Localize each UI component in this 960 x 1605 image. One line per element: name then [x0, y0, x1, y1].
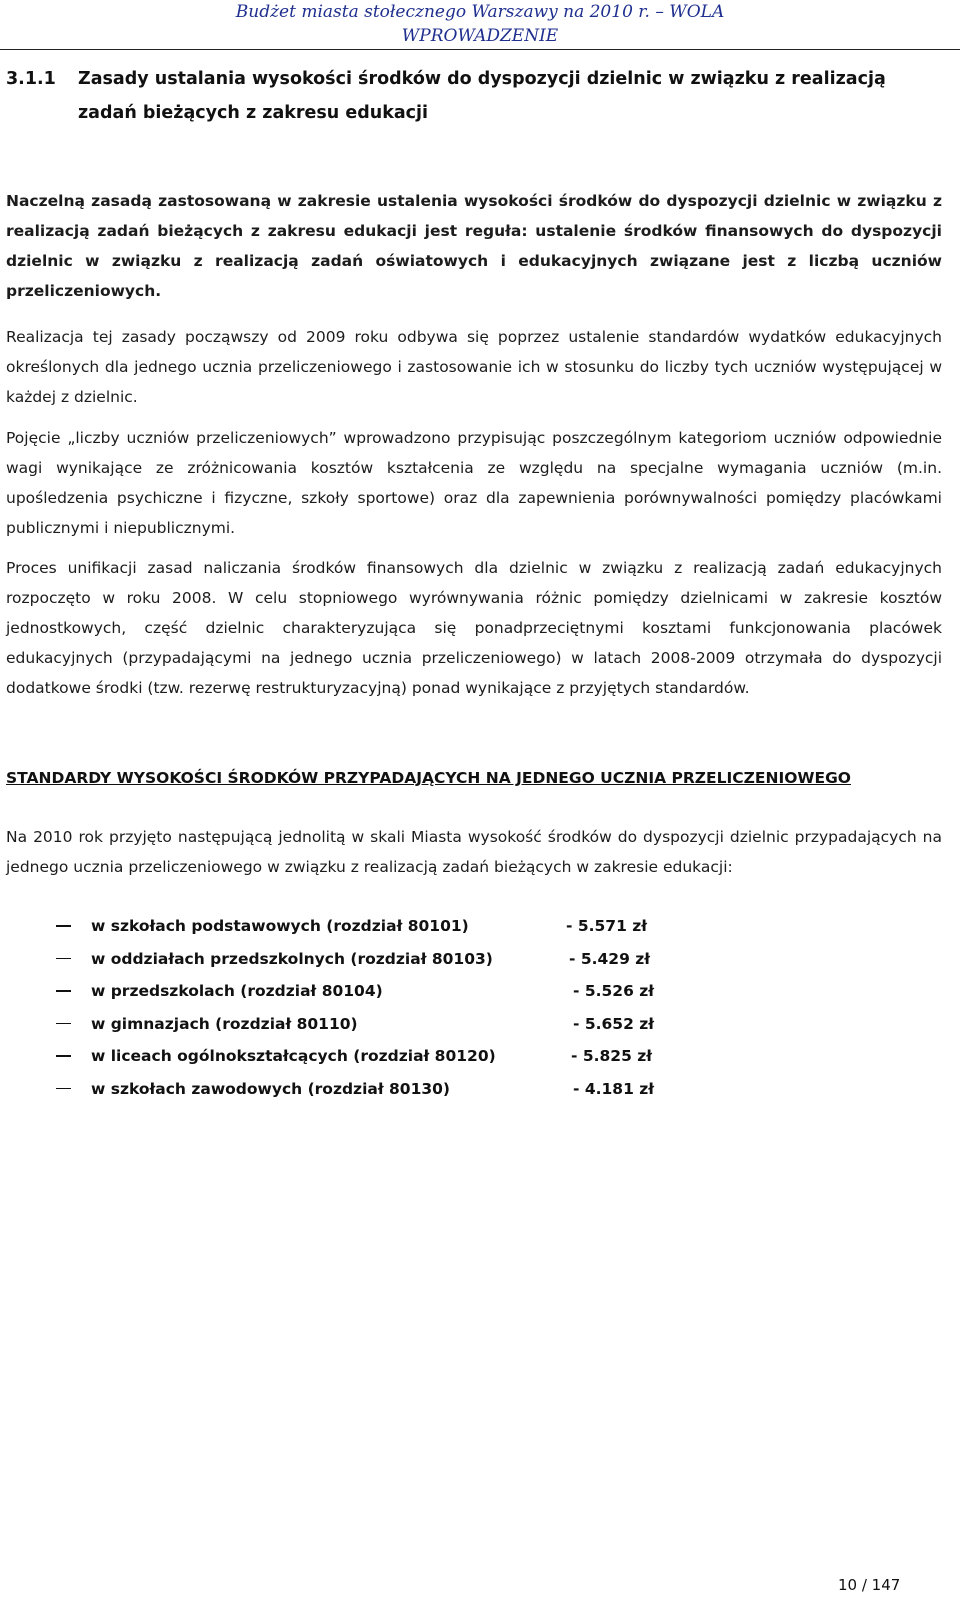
header-title: Budżet miasta stołecznego Warszawy na 2010 r. – WOLA [235, 2, 725, 22]
list-item-label: w przedszkolach (rozdział 80104) [91, 982, 383, 1000]
list-item [6, 1012, 706, 1045]
header-subtitle: WPROWADZENIE [401, 26, 559, 46]
list-item [6, 979, 706, 1012]
dash-bullet-icon [56, 958, 71, 960]
section-title-line2: zadań bieżących z zakresu edukacji [78, 103, 429, 123]
list-item-amount: - 4.181 zł [573, 1079, 655, 1098]
list-item [6, 914, 706, 947]
standards-heading: STANDARDY WYSOKOŚCI ŚRODKÓW PRZYPADAJĄCYCH NA JEDNEGO UCZNIA PRZELICZENIOWEGO [6, 769, 851, 787]
paragraph-definition: Pojęcie „liczby uczniów przeliczeniowych” wprowadzono przypisując poszczególnym kategoriom uczniów odpowiednie wagi wynikające ze zróżnicowania kosztów kształcenia ze względu na specjalne wymagania uczniów (m.in. upośledzenia psychiczne i fizyczne, szkoły sportowe) oraz dla zapewnienia porównywalności pomiędzy placówkami publicznymi i niepublicznymi. [6, 429, 942, 537]
dash-bullet-icon [56, 1055, 71, 1057]
section-title-line1: Zasady ustalania wysokości środków do dyspozycji dzielnic w związku z realizacją [78, 69, 886, 89]
list-item [6, 947, 706, 980]
list-item-amount: - 5.429 zł [569, 949, 651, 968]
list-item-label: w oddziałach przedszkolnych (rozdział 80103) [91, 949, 493, 968]
list-item [6, 1044, 706, 1077]
standards-list [6, 914, 706, 1109]
running-header [130, 0, 830, 48]
list-item-label: w liceach ogólnokształcących (rozdział 80120) [91, 1047, 496, 1065]
list-item-label: w szkołach podstawowych (rozdział 80101) [91, 917, 469, 935]
paragraph-implementation: Realizacja tej zasady począwszy od 2009 roku odbywa się poprzez ustalenie standardów wydatków edukacyjnych określonych dla jednego ucznia przeliczeniowego i zastosowanie ich w stosunku do liczby tych uczniów występującej w każdej z dzielnic. [6, 328, 942, 406]
dash-bullet-icon [56, 925, 71, 927]
list-item-label: w szkołach zawodowych (rozdział 80130) [91, 1079, 451, 1098]
list-item-amount: - 5.652 zł [573, 1014, 655, 1033]
list-item-label: w gimnazjach (rozdział 80110) [91, 1014, 358, 1033]
dash-bullet-icon [56, 990, 71, 992]
section-number: 3.1.1 [6, 69, 56, 89]
page-number: 10 / 147 [838, 1576, 901, 1594]
paragraph-principle: Naczelną zasadą zastosowaną w zakresie ustalenia wysokości środków do dyspozycji dzielnic w związku z realizacją zadań bieżących z zakresu edukacji jest reguła: ustalenie środków finansowych do dyspozycji dzielnic w związku z realizacją zadań oświatowych i edukacyjnych związane jest z liczbą uczniów przeliczeniowych. [6, 192, 942, 300]
list-item-amount: - 5.825 zł [571, 1047, 653, 1065]
list-item [6, 1077, 706, 1110]
dash-bullet-icon [56, 1088, 71, 1090]
paragraph-standards-intro: Na 2010 rok przyjęto następującą jednolitą w skali Miasta wysokość środków do dyspozycji dzielnic przypadających na jednego ucznia przeliczeniowego w związku z realizacją zadań bieżących w zakresie edukacji: [6, 828, 942, 876]
dash-bullet-icon [56, 1023, 71, 1025]
list-item-amount: - 5.571 zł [566, 917, 648, 935]
list-item-amount: - 5.526 zł [573, 982, 655, 1000]
header-divider [0, 49, 960, 50]
section-heading [6, 62, 954, 130]
paragraph-unification: Proces unifikacji zasad naliczania środków finansowych dla dzielnic w związku z realizacją zadań edukacyjnych rozpoczęto w roku 2008. W celu stopniowego wyrównywania różnic pomiędzy dzielnicami w zakresie kosztów jednostkowych, część dzielnic charakteryzująca się ponadprzeciętnymi kosztami funkcjonowania placówek edukacyjnych (przypadającymi na jednego ucznia przeliczeniowego) w latach 2008-2009 otrzymała do dyspozycji dodatkowe środki (tzw. rezerwę restrukturyzacyjną) ponad wynikające z przyjętych standardów. [6, 559, 942, 697]
